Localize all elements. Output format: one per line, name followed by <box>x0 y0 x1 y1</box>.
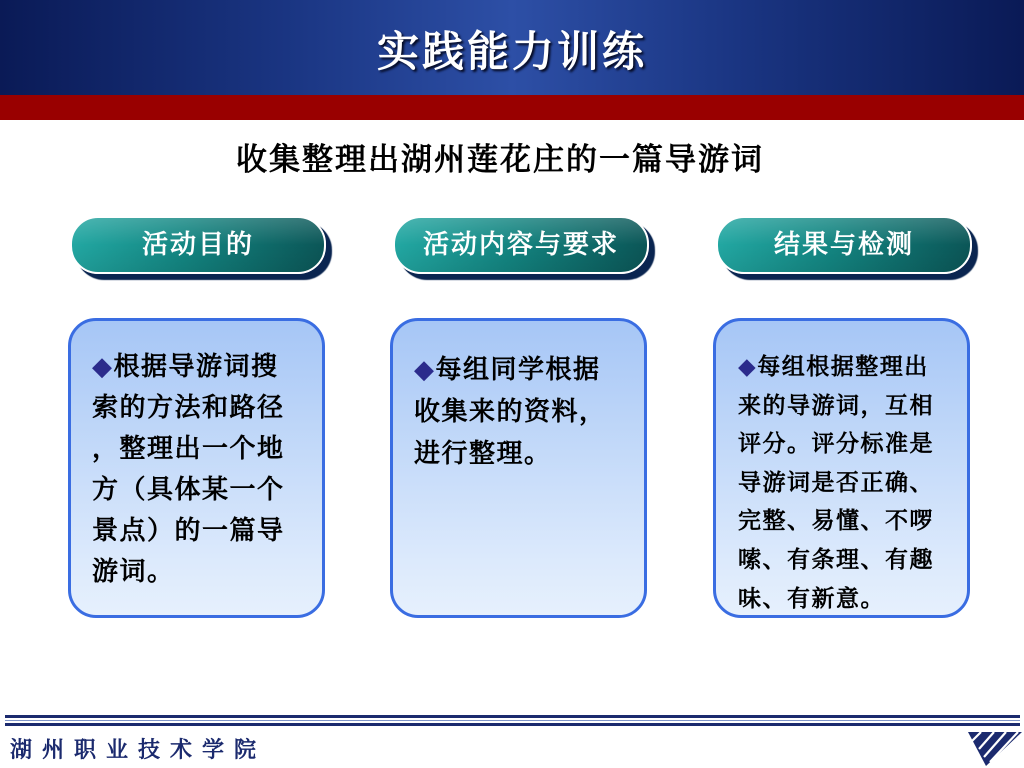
card-text-span: 每组同学根据 <box>435 355 601 385</box>
card-body <box>414 349 607 475</box>
heading-activity-content: 活动内容与要求 <box>393 216 649 274</box>
card-text-line: 味、有新意。 <box>738 585 885 612</box>
card-text-line: 导游词是否正确、 <box>738 469 934 496</box>
card-text-line: ，整理出一个地 <box>92 434 285 464</box>
slide-title: 实践能力训练 <box>376 27 647 76</box>
card-text-line: 景点）的一篇导 <box>92 516 285 546</box>
card-text-span: 每组根据整理出 <box>757 354 929 380</box>
card-results-evaluation <box>713 318 970 618</box>
card-text-line: 索的方法和路径 <box>92 393 285 423</box>
diamond-bullet-icon: ◆ <box>414 355 436 385</box>
diamond-bullet-icon: ◆ <box>738 354 758 380</box>
card-text-line: 方（具体某一个 <box>92 475 285 505</box>
heading-results-evaluation: 结果与检测 <box>716 216 972 274</box>
card-activity-content <box>390 318 647 618</box>
card-text-line: 完整、易懂、不啰 <box>738 508 934 535</box>
diamond-bullet-icon: ◆ <box>92 352 114 382</box>
footer-rule-middle <box>5 720 1020 721</box>
card-text-line: 进行整理。 <box>414 439 552 469</box>
footer-rule-top <box>5 715 1020 718</box>
card-activity-purpose <box>68 318 325 618</box>
college-logo-icon <box>968 729 1022 766</box>
card-text-line: 来的导游词，互相 <box>738 392 934 419</box>
card-text-line: 评分。评分标准是 <box>738 431 934 458</box>
card-text-line: 游词。 <box>92 557 175 587</box>
accent-stripe <box>0 95 1024 120</box>
institution-name: 湖州职业技术学院 <box>10 738 267 763</box>
heading-activity-purpose: 活动目的 <box>70 216 326 274</box>
card-text-line: 嗦、有条理、有趣 <box>738 546 934 573</box>
card-text-line <box>738 348 934 387</box>
card-text-span: 根据导游词搜 <box>113 352 279 382</box>
card-text-line: 收集来的资料， <box>414 397 607 427</box>
card-body <box>738 348 934 618</box>
card-body <box>92 347 285 593</box>
footer-rule-bottom <box>5 723 1020 726</box>
card-text-line <box>414 349 607 391</box>
slide-subtitle: 收集整理出湖州莲花庄的一篇导游词 <box>236 142 764 178</box>
card-text-line <box>92 347 285 388</box>
